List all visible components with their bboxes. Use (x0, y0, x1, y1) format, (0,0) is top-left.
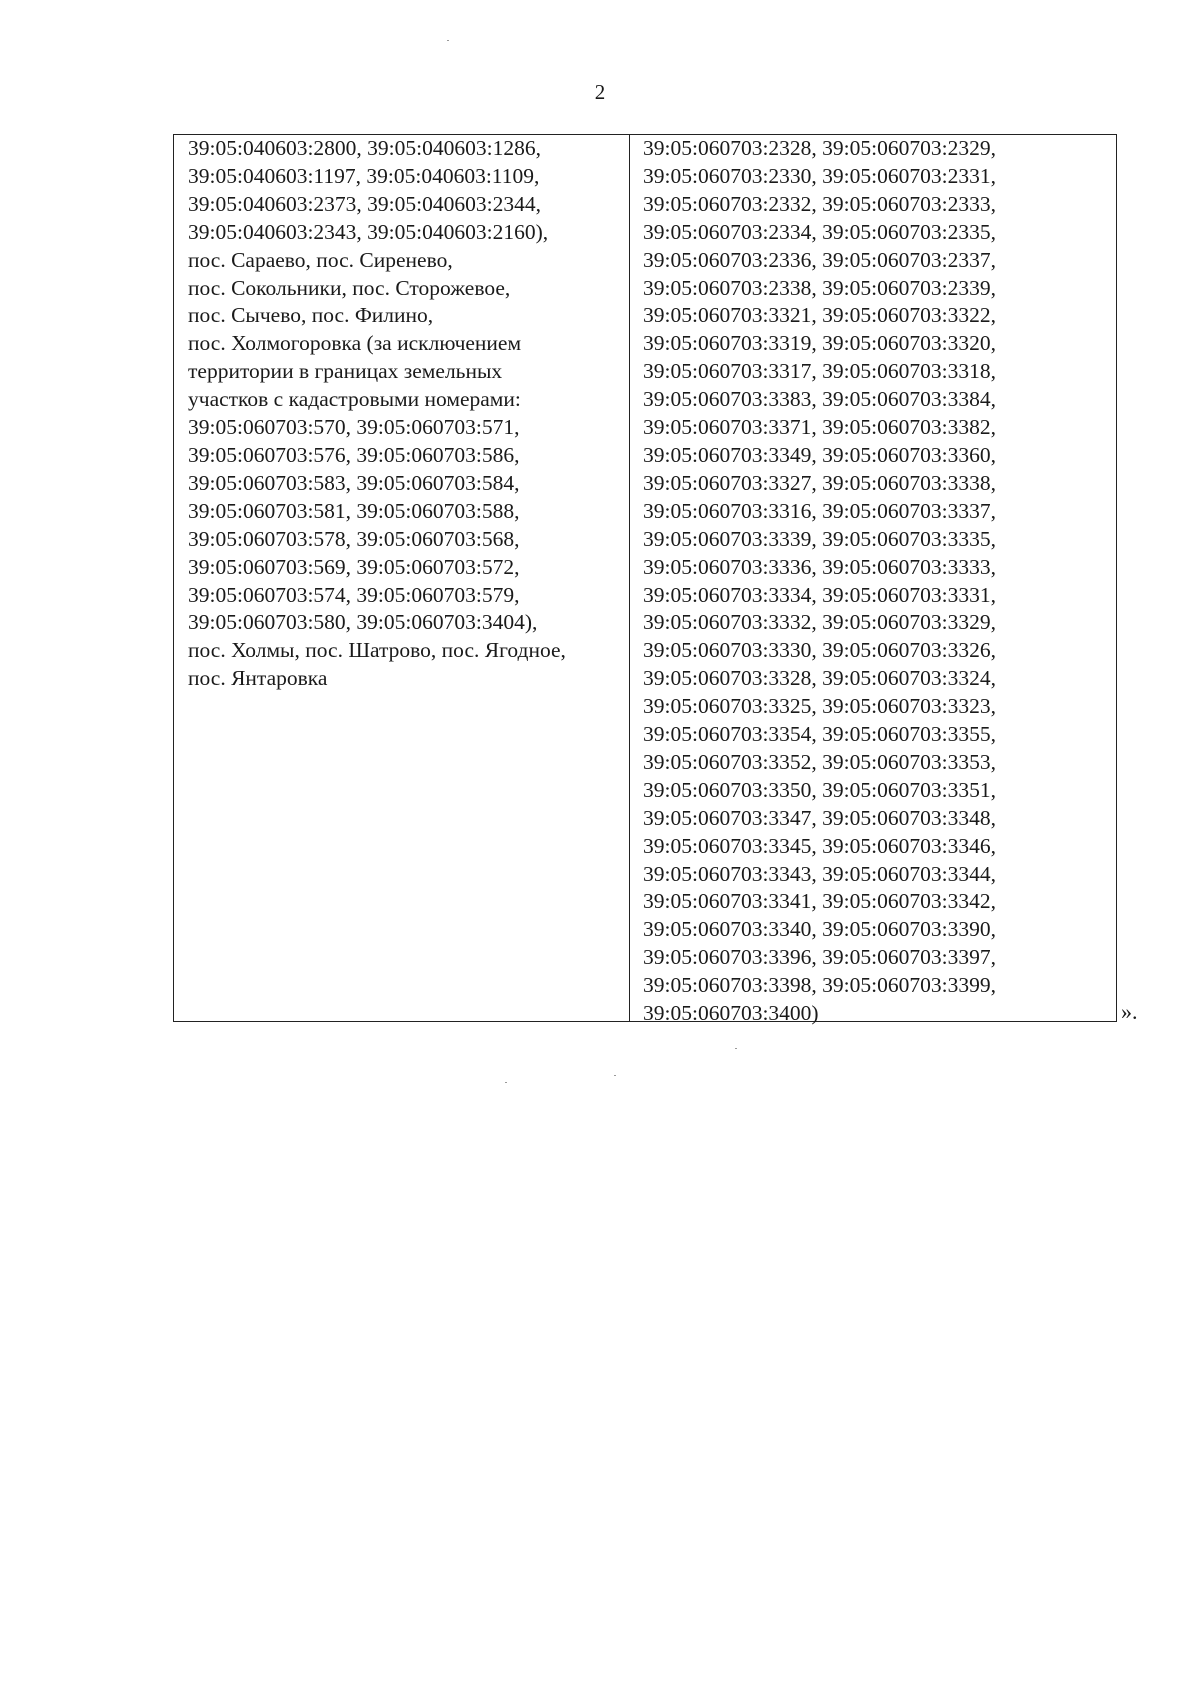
table-line: 39:05:060703:3328, 39:05:060703:3324, (643, 666, 996, 691)
scan-speck (447, 40, 449, 41)
table-line: 39:05:060703:3325, 39:05:060703:3323, (643, 694, 996, 719)
table-line: пос. Холмогоровка (за исключением (188, 331, 522, 356)
scan-speck (505, 1082, 507, 1083)
table-line: 39:05:060703:2334, 39:05:060703:2335, (643, 219, 996, 244)
table-cell-left (174, 135, 630, 1021)
table-line: 39:05:060703:3354, 39:05:060703:3355, (643, 722, 996, 747)
table-line: пос. Сычево, пос. Филино, (188, 303, 434, 328)
table-line: 39:05:040603:2373, 39:05:040603:2344, (188, 191, 541, 216)
table-line: 39:05:060703:2332, 39:05:060703:2333, (643, 191, 996, 216)
table-line: участков с кадастровыми номерами: (188, 387, 521, 412)
cadastral-table (173, 134, 1117, 1026)
table-line: 39:05:040603:1197, 39:05:040603:1109, (188, 163, 540, 188)
table-line: 39:05:060703:3371, 39:05:060703:3382, (643, 415, 996, 440)
table-line: 39:05:060703:3332, 39:05:060703:3329, (643, 610, 996, 635)
table-line: 39:05:060703:578, 39:05:060703:568, (188, 526, 520, 551)
closing-quote: ». (1121, 999, 1138, 1024)
table-line: 39:05:060703:3383, 39:05:060703:3384, (643, 387, 996, 412)
table-line: 39:05:060703:3321, 39:05:060703:3322, (643, 303, 996, 328)
table-line: пос. Сокольники, пос. Сторожевое, (188, 275, 511, 300)
table-line: 39:05:060703:580, 39:05:060703:3404), (188, 610, 538, 635)
table-line: пос. Сараево, пос. Сиренево, (188, 247, 453, 272)
table-line: 39:05:060703:576, 39:05:060703:586, (188, 442, 520, 467)
table-line: 39:05:060703:3345, 39:05:060703:3346, (643, 833, 996, 858)
table-line: 39:05:060703:2338, 39:05:060703:2339, (643, 275, 996, 300)
table-line: 39:05:060703:3316, 39:05:060703:3337, (643, 498, 996, 523)
table-line: пос. Холмы, пос. Шатрово, пос. Ягодное, (188, 638, 566, 663)
table-line: 39:05:060703:3319, 39:05:060703:3320, (643, 331, 996, 356)
scan-speck (614, 1075, 616, 1076)
table-line: 39:05:040603:2343, 39:05:040603:2160), (188, 219, 549, 244)
table-line: 39:05:060703:3336, 39:05:060703:3333, (643, 554, 996, 579)
table-line: 39:05:060703:3339, 39:05:060703:3335, (643, 526, 996, 551)
table-line: 39:05:060703:2328, 39:05:060703:2329, (643, 136, 996, 160)
table-line: 39:05:060703:3400) (643, 1001, 819, 1026)
table-line: 39:05:060703:3349, 39:05:060703:3360, (643, 442, 996, 467)
scan-speck (735, 1048, 737, 1049)
table-line: 39:05:040603:2800, 39:05:040603:1286, (188, 136, 541, 160)
table-line: пос. Янтаровка (188, 666, 328, 691)
table-line: 39:05:060703:3340, 39:05:060703:3390, (643, 917, 996, 942)
table-line: 39:05:060703:569, 39:05:060703:572, (188, 554, 520, 579)
table-cell-right (630, 135, 1116, 1026)
table-line: 39:05:060703:583, 39:05:060703:584, (188, 470, 520, 495)
table-line: 39:05:060703:3330, 39:05:060703:3326, (643, 638, 996, 663)
table-line: 39:05:060703:3352, 39:05:060703:3353, (643, 749, 996, 774)
table-line: 39:05:060703:581, 39:05:060703:588, (188, 498, 520, 523)
table-line: 39:05:060703:3317, 39:05:060703:3318, (643, 359, 996, 384)
table-line: 39:05:060703:3347, 39:05:060703:3348, (643, 805, 996, 830)
table-line: 39:05:060703:3343, 39:05:060703:3344, (643, 861, 996, 886)
page-number: 2 (594, 80, 606, 104)
table-line: 39:05:060703:3350, 39:05:060703:3351, (643, 777, 996, 802)
table-line: 39:05:060703:3327, 39:05:060703:3338, (643, 470, 996, 495)
table-line: территории в границах земельных (188, 359, 503, 384)
table-line: 39:05:060703:3334, 39:05:060703:3331, (643, 582, 996, 607)
table-line: 39:05:060703:2336, 39:05:060703:2337, (643, 247, 996, 272)
table-line: 39:05:060703:3398, 39:05:060703:3399, (643, 973, 996, 998)
table-line: 39:05:060703:574, 39:05:060703:579, (188, 582, 520, 607)
table-line: 39:05:060703:570, 39:05:060703:571, (188, 415, 520, 440)
table-line: 39:05:060703:2330, 39:05:060703:2331, (643, 163, 996, 188)
table-line: 39:05:060703:3396, 39:05:060703:3397, (643, 945, 996, 970)
table-line: 39:05:060703:3341, 39:05:060703:3342, (643, 889, 996, 914)
